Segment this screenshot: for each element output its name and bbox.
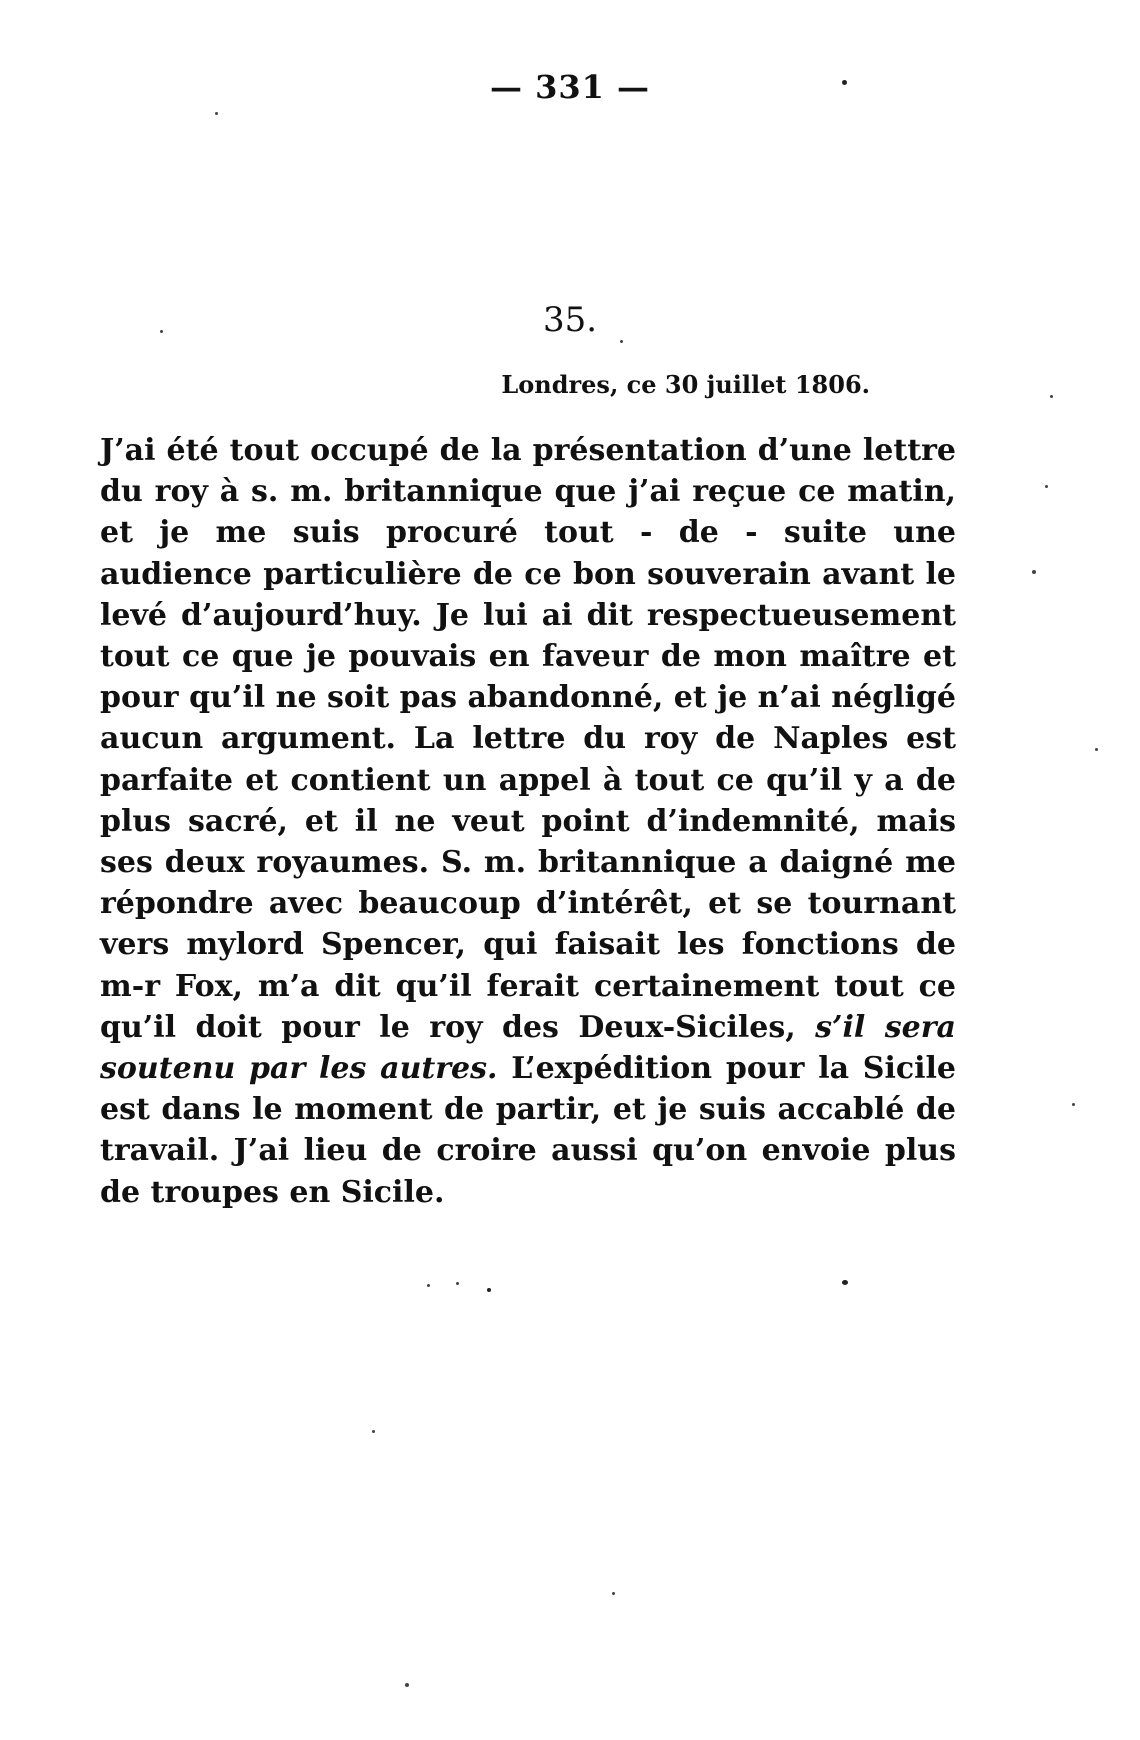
scan-speck (1045, 485, 1048, 488)
scan-speck (1095, 748, 1098, 751)
scan-speck (1072, 1103, 1075, 1106)
letter-body-text-continued: L’expédition pour la Sicile est dans le moment de partir, et je suis accablé de travail. J’ai lieu de croire aussi qu’on envoie plus de troupes en Sicile. (100, 1051, 956, 1210)
scan-speck (372, 1430, 375, 1433)
scan-speck (1050, 395, 1053, 398)
scan-speck (456, 1282, 459, 1285)
letter-number: 35. (542, 300, 598, 340)
scan-speck (427, 1284, 430, 1287)
scan-speck (842, 1280, 848, 1285)
dateline: Londres, ce 30 juillet 1806. (501, 370, 870, 399)
scan-speck (620, 340, 623, 343)
letter-body-text: J’ai été tout occupé de la présentation d’une lettre du roy à s. m. britannique que j’ai reçue ce matin, et je me suis procuré tout - de - suite une audience particulière de ce bon souverain avant le levé d’aujourd’huy. Je lui ai dit respectueusement tout ce que je pouvais en faveur de mon maître et pour qu’il ne soit pas abandonné, et je n’ai négligé aucun argument. La lettre du roy de Naples est parfaite et contient un appel à tout ce qu’il y a de plus sacré, et il ne veut point d’indemnité, mais ses deux royaumes. S. m. britannique a daigné me répondre avec beaucoup d’intérêt, et se tournant vers mylord Spencer, qui faisait les fonctions de m-r Fox, m’a dit qu’il ferait certainement tout ce qu’il doit pour le roy des Deux-Siciles, (100, 433, 956, 1045)
scan-speck (1032, 570, 1036, 574)
page-number: — 331 — (489, 68, 651, 106)
scan-speck (487, 1288, 491, 1292)
scan-speck (842, 80, 847, 85)
scan-speck (215, 112, 218, 115)
scan-speck (160, 330, 163, 333)
letter-body (100, 430, 956, 1213)
scan-speck (612, 1592, 615, 1595)
scan-speck (405, 1683, 409, 1687)
letter-body-italic: s’il sera soutenu par les autres. (100, 1009, 956, 1087)
